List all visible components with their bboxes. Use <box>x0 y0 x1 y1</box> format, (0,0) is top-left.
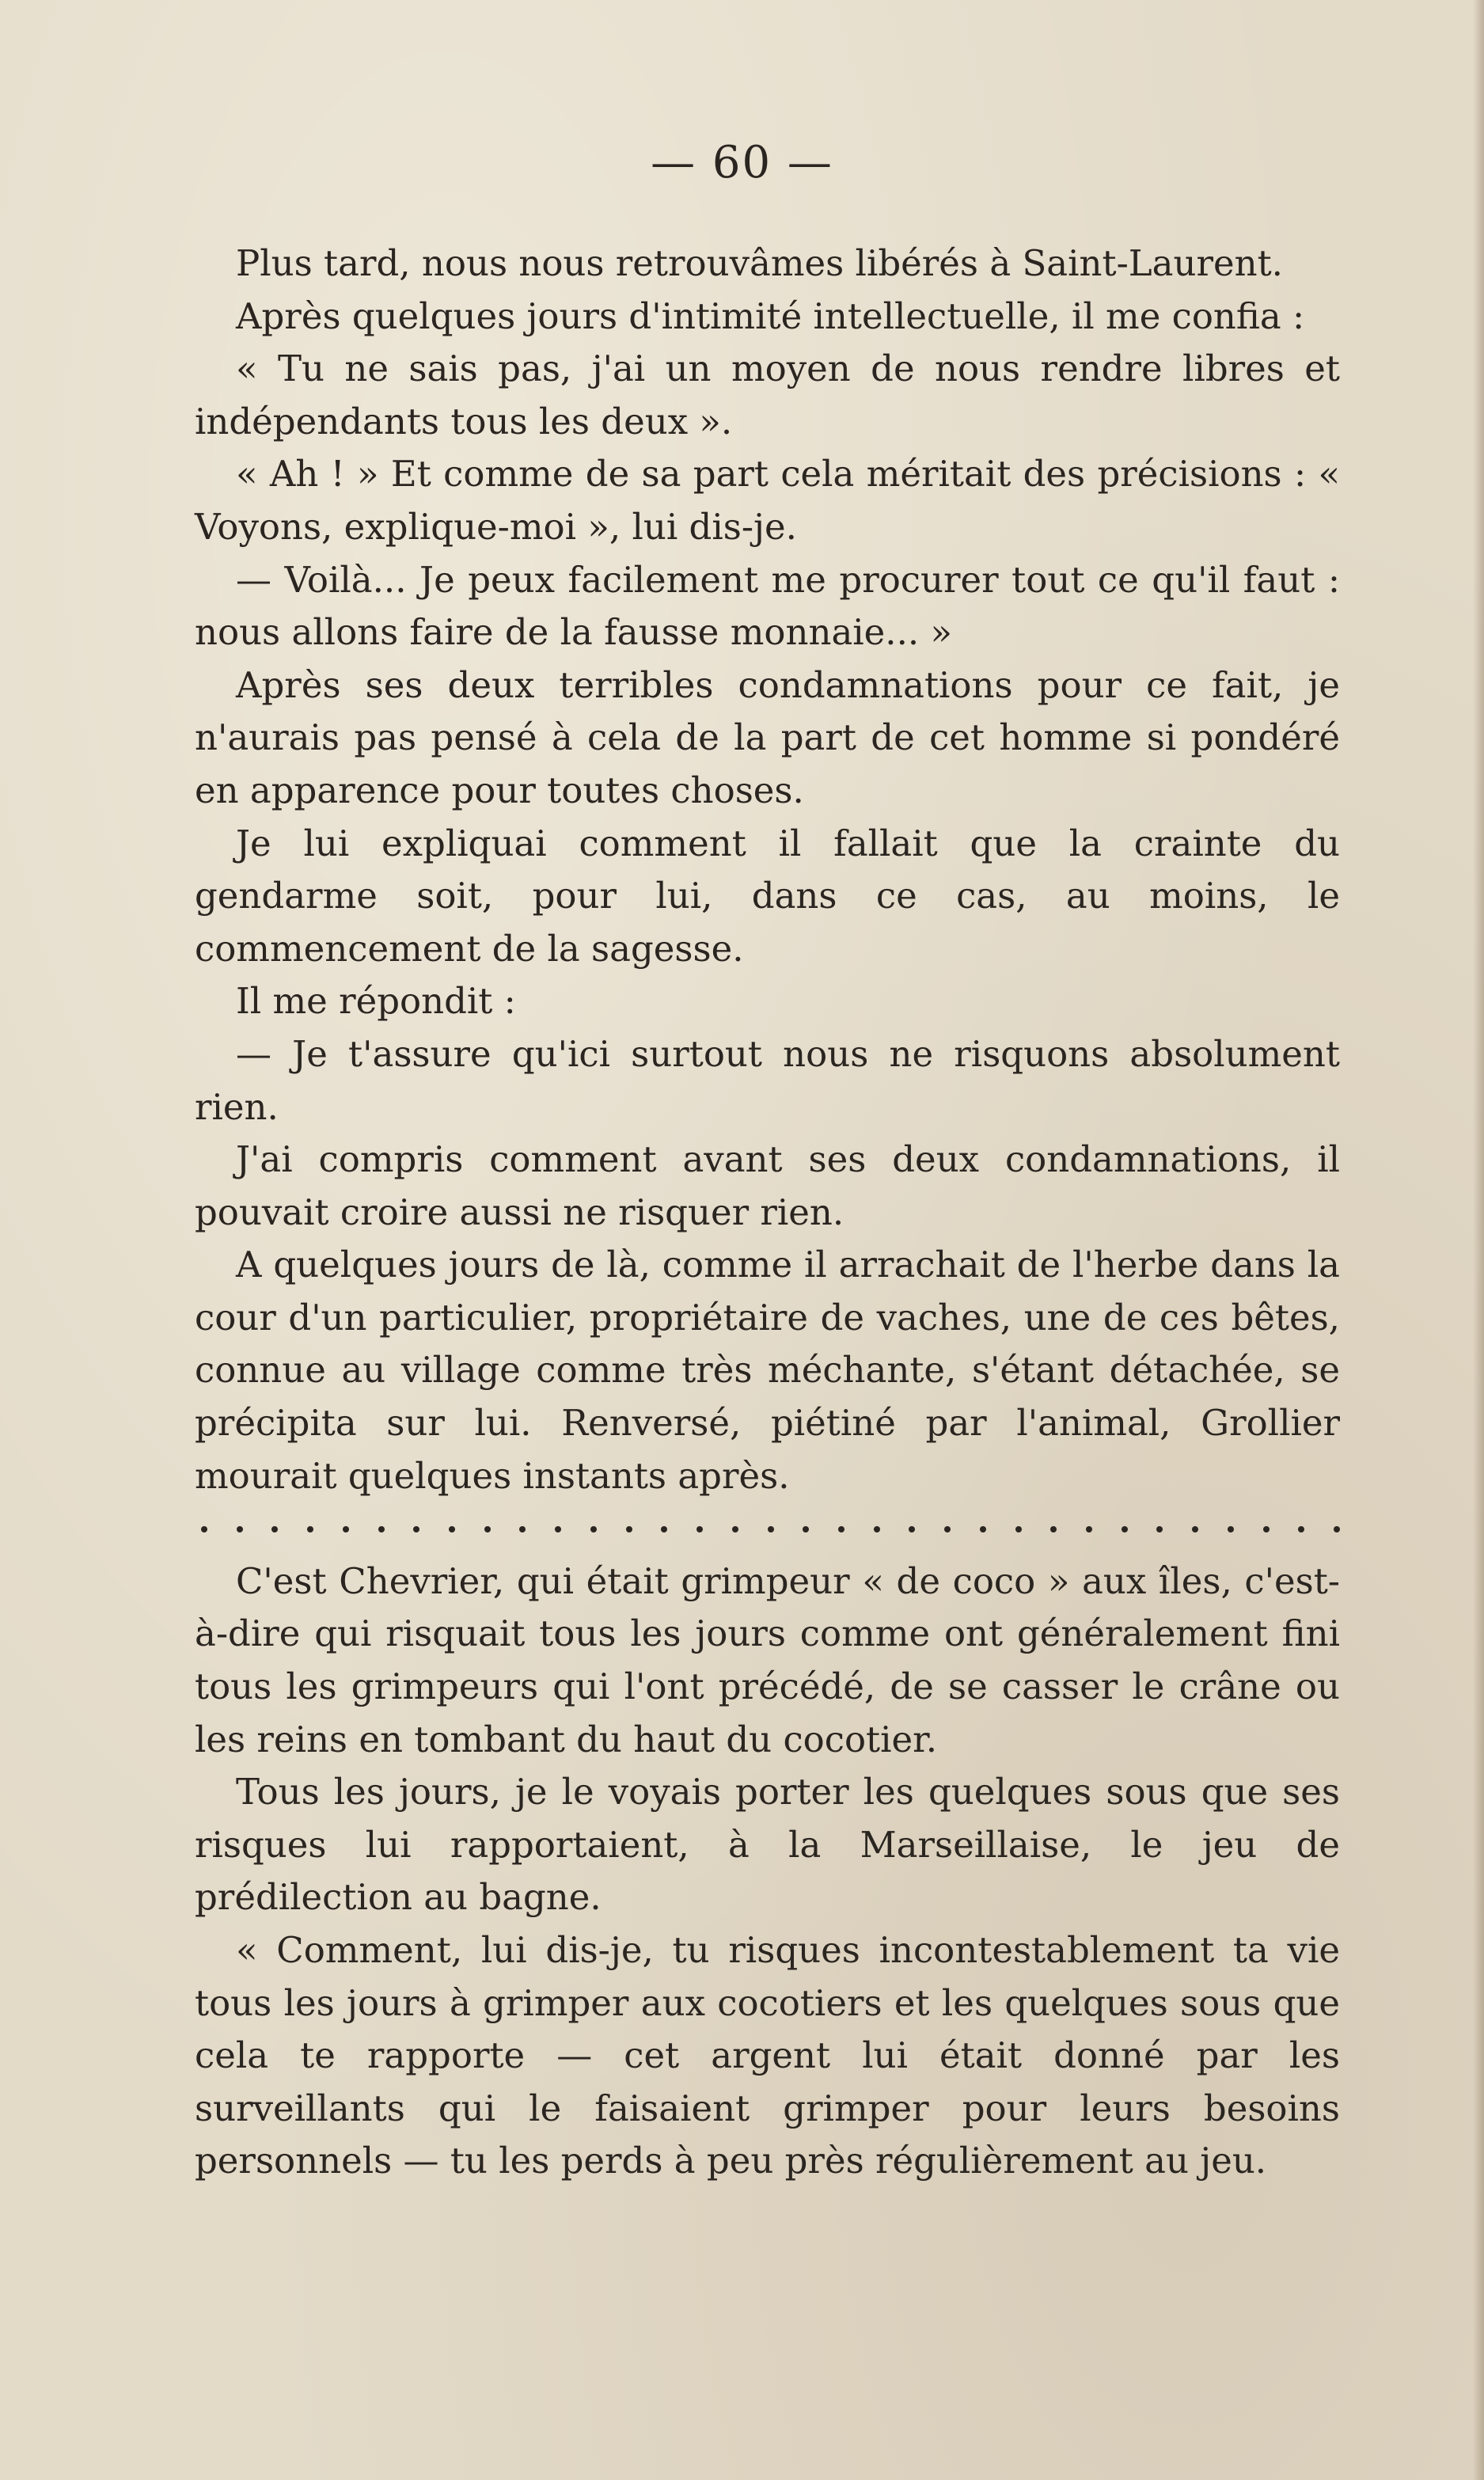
page-edge-shadow <box>1473 0 1484 2480</box>
dot <box>1228 1526 1234 1532</box>
dot <box>768 1526 774 1532</box>
dot <box>626 1526 632 1532</box>
dot <box>1298 1526 1304 1532</box>
dot <box>1122 1526 1128 1532</box>
dot <box>1086 1526 1092 1532</box>
page-number: — 60 — <box>651 137 833 188</box>
dot <box>732 1526 738 1532</box>
paragraph: « Comment, lui dis-je, tu risques incontestablement ta vie tous les jours à grimper aux cocotiers et les quelques sous que cela te rapporte — cet argent lui était donné par les surveillants qui le faisaient grimper pour leurs besoins personnels — tu les perds à peu près régulièrement au jeu. <box>195 1929 1340 2182</box>
dot <box>1334 1526 1340 1532</box>
dot <box>838 1526 844 1532</box>
paragraph: A quelques jours de là, comme il arrachait de l'herbe dans la cour d'un particulier, propriétaire de vaches, une de ces bêtes, connue au village comme très méchante, s'étant détachée, se précipita sur lui. Renversé, piétiné par l'animal, Grollier mourait quelques instants après. <box>195 1244 1340 1497</box>
dot <box>484 1526 491 1532</box>
dot <box>944 1526 951 1532</box>
dot <box>378 1526 385 1532</box>
paragraph: Je lui expliquai comment il fallait que la crainte du gendarme soit, pour lui, dans ce cas, au moins, le commencement de la sagesse. <box>195 822 1340 970</box>
paragraph: « Tu ne sais pas, j'ai un moyen de nous rendre libres et indépendants tous les deux ». <box>195 348 1340 442</box>
paragraph: — Je t'assure qu'ici surtout nous ne risquons absolument rien. <box>195 1032 1340 1128</box>
dot <box>413 1526 419 1532</box>
paragraph: Après ses deux terribles condamnations pour ce fait, je n'aurais pas pensé à cela de la part de cet homme si pondéré en apparence pour toutes choses. <box>195 663 1340 811</box>
paragraph: Il me répondit : <box>236 980 516 1023</box>
dot <box>909 1526 915 1532</box>
dot <box>237 1526 243 1532</box>
dot <box>1050 1526 1057 1532</box>
body-text <box>195 237 1340 2188</box>
dot <box>661 1526 667 1532</box>
dot <box>1015 1526 1022 1532</box>
dot <box>1192 1526 1198 1532</box>
paragraph: C'est Chevrier, qui était grimpeur « de coco » aux îles, c'est-à-dire qui risquait tous les jours comme ont généralement fini tous les grimpeurs qui l'ont précédé, de se casser le crâne ou les reins en tombant du haut du cocotier. <box>195 1559 1340 1760</box>
dot <box>201 1526 207 1532</box>
dot <box>307 1526 313 1532</box>
section-break-dots <box>195 1502 1340 1555</box>
dot <box>449 1526 455 1532</box>
dot <box>1156 1526 1163 1532</box>
dot <box>519 1526 526 1532</box>
dot <box>696 1526 703 1532</box>
dot <box>874 1526 880 1532</box>
paragraph: J'ai compris comment avant ses deux condamnations, il pouvait croire aussi ne risquer rien. <box>195 1138 1340 1233</box>
dot <box>555 1526 561 1532</box>
dot <box>1263 1526 1270 1532</box>
paragraph: Plus tard, nous nous retrouvâmes libérés à Saint-Laurent. <box>236 242 1283 284</box>
paragraph: Après quelques jours d'intimité intellectuelle, il me confia : <box>236 294 1305 337</box>
dot <box>590 1526 597 1532</box>
paragraph: Tous les jours, je le voyais porter les quelques sous que ses risques lui rapportaient, à la Marseillaise, le jeu de prédilection au bagne. <box>195 1771 1340 1919</box>
dot <box>980 1526 986 1532</box>
paragraph: — Voilà... Je peux facilement me procurer tout ce qu'il faut : nous allons faire de la fausse monnaie... » <box>195 558 1340 654</box>
dot <box>803 1526 809 1532</box>
dot <box>343 1526 349 1532</box>
paragraph: « Ah ! » Et comme de sa part cela méritait des précisions : « Voyons, explique-moi », lui dis-je. <box>195 453 1340 548</box>
dot <box>271 1526 278 1532</box>
